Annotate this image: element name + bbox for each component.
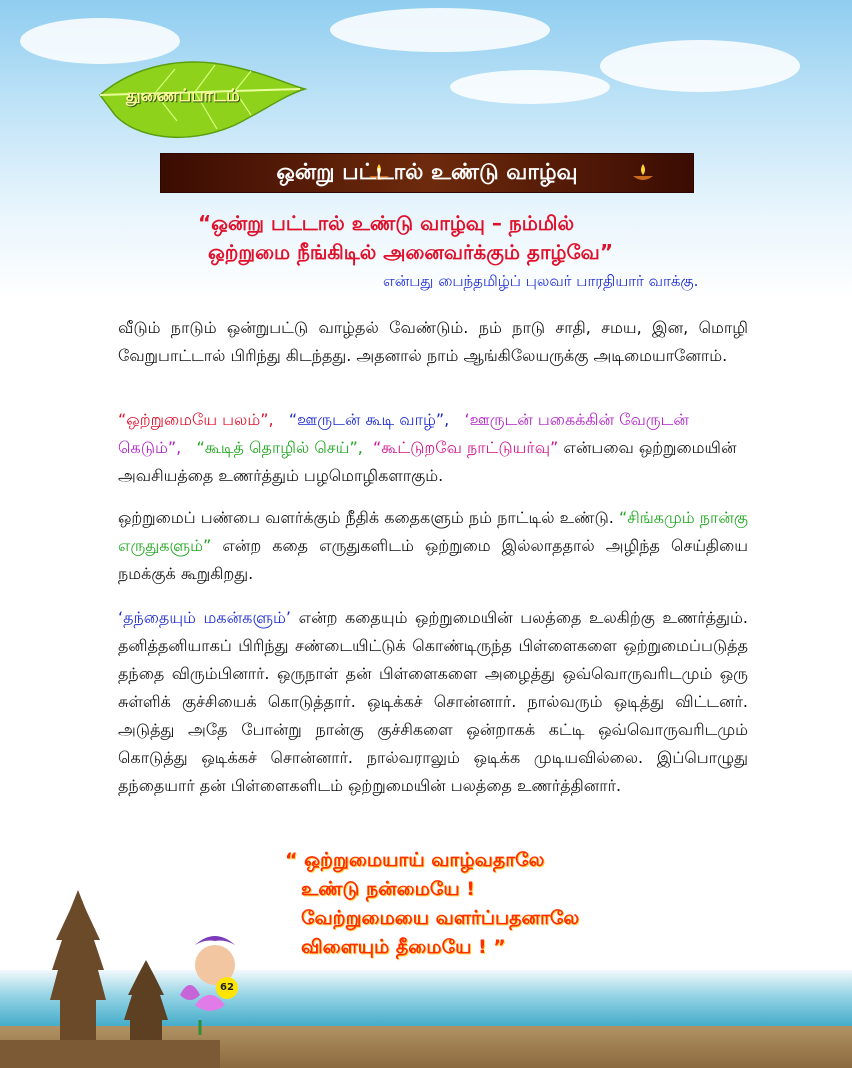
paragraph-unity: வீடும் நாடும் ஒன்றுபட்டு வாழ்தல் வேண்டும். நம் நாடு சாதி, சமய, இன, மொழி வேறுபாட்டால் பிரிந்து கிடந்தது. அதனால் நாம் ஆங்கிலேயருக்கு அடிமையானோம். — [118, 318, 749, 365]
cloud — [330, 8, 550, 52]
paragraph-moral-stories — [118, 504, 748, 588]
story-title-lion: “சிங்கமும் நான்கு எருதுகளும்” — [118, 508, 749, 555]
proverb-2: “ஊருடன் கூடி வாழ்”, — [288, 410, 450, 429]
paragraph-proverbs — [118, 406, 748, 490]
paragraph-text: ஒற்றுமைப் பண்பை வளர்க்கும் நீதிக் கதைகளும் நம் நாட்டில் உண்டு. — [118, 508, 614, 527]
proverb-4: “கூடித் தொழில் செய்”, — [196, 438, 363, 457]
opening-quote-line-1: “ஒன்று பட்டால் உண்டு வாழ்வு – நம்மில் — [198, 211, 575, 235]
paragraph-text: என்ற கதையும் ஒற்றுமையின் பலத்தை உலகிற்கு உணர்த்தும். தனித்தனியாகப் பிரிந்து சண்டையிட்டுக் கொண்டிருந்த பிள்ளைகளை ஒற்றுமைப்படுத்த தந்தை விரும்பினார். ஒருநாள் தன் பிள்ளைகளை அழைத்து ஒவ்வொருவரிடமும் ஒரு சுள்ளிக் குச்சியைக் கொடுத்தார். ஒடிக்கச் சொன்னார். நால்வரும் ஒடித்து விட்டனர். அடுத்து அதே போன்று நான்கு குச்சிகளை ஒன்றாகக் கட்டி ஒவ்வொருவரிடமும் கொடுத்து ஒடிக்கச் சொன்னார். நால்வராலும் ஒடிக்க முடியவில்லை. இப்பொழுது தந்தையார் தன் பிள்ளைகளிடம் ஒற்றுமையின் பலத்தை உணர்த்தினார். — [118, 608, 748, 795]
poem-line: வேற்றுமையை வளர்ப்பதனாலே — [301, 907, 580, 929]
lotus-goddess-icon — [170, 935, 250, 1035]
proverb-3: ‘ஊருடன் பகைக்கின் வேருடன் கெடும்”, — [118, 410, 689, 457]
cloud — [450, 70, 610, 104]
proverb-1: “ஒற்றுமையே பலம்”, — [118, 410, 274, 429]
proverb-5: “கூட்டுறவே நாட்டுயர்வு” — [373, 438, 559, 457]
paragraph-text: என்ற கதை எருதுகளிடம் ஒற்றுமை இல்லாததால் அழிந்த செய்தியை நமக்குக் கூறுகிறது. — [118, 536, 749, 583]
opening-quote-line-2: ஒற்றுமை நீங்கிடில் அனைவர்க்கும் தாழ்வே” — [208, 240, 613, 264]
paragraph-father-sons — [118, 604, 748, 800]
story-title-father: ‘தந்தையும் மகன்களும்’ — [118, 608, 291, 627]
cloud — [600, 40, 800, 92]
page-title: ஒன்று பட்டால் உண்டு வாழ்வு — [276, 160, 578, 185]
page-number: 62 — [216, 977, 238, 999]
quote-attribution: என்பது பைந்தமிழ்ப் புலவர் பாரதியார் வாக்கு. — [383, 272, 699, 290]
title-banner — [160, 153, 694, 193]
closing-poem — [285, 846, 579, 962]
section-label: துணைப்பாடம் — [126, 86, 240, 106]
proverbs-tail: என்பவை ஒற்றுமையின் அவசியத்தை உணர்த்தும் பழமொழிகளாகும். — [118, 438, 737, 485]
poem-line: உண்டு நன்மையே ! — [301, 878, 475, 900]
poem-line: “ ஒற்றுமையாய் வாழ்வதாலே — [285, 849, 545, 871]
poem-line: விளையும் தீமையே ! ” — [301, 936, 506, 958]
